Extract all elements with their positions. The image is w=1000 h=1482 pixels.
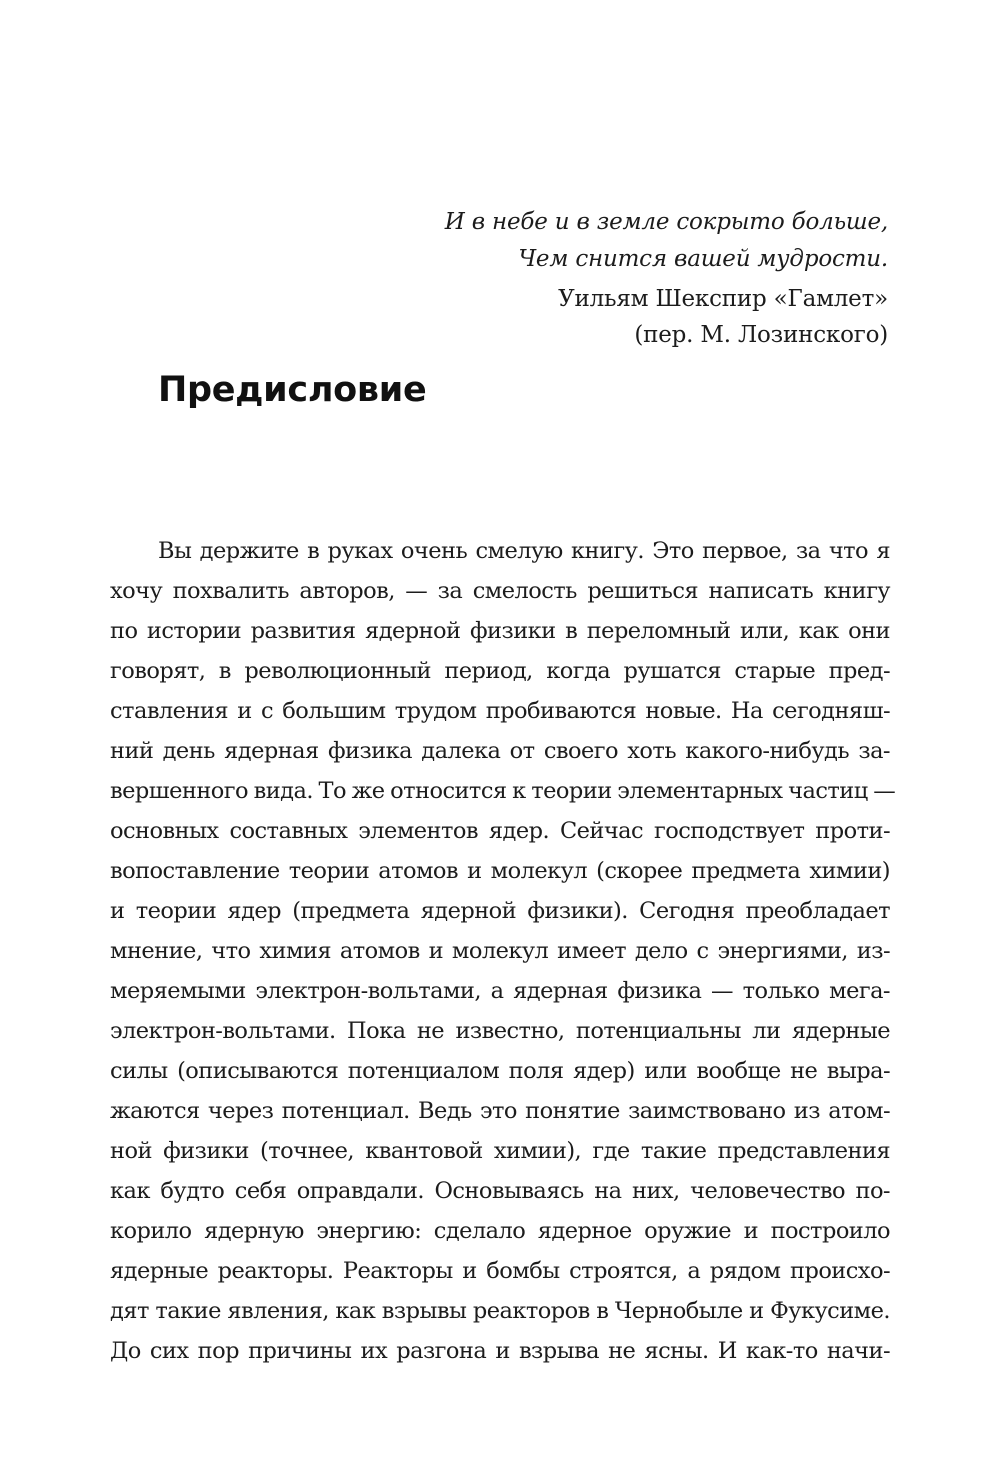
body-line: основных составных элементов ядер. Сейчас господствует проти-: [110, 818, 890, 844]
epigraph-attribution-line-1: Уильям Шекспир «Гамлет»: [558, 286, 888, 312]
body-line: корило ядерную энергию: сделало ядерное оружие и построило: [110, 1218, 890, 1244]
body-line: по истории развития ядерной физики в переломный или, как они: [110, 618, 890, 644]
body-line: ядерные реакторы. Реакторы и бомбы строятся, а рядом происхо-: [110, 1258, 890, 1284]
epigraph-attribution-line-2: (пер. М. Лозинского): [634, 322, 888, 348]
body-line: ной физики (точнее, квантовой химии), где такие представления: [110, 1138, 890, 1164]
body-line: ставления и с большим трудом пробиваются новые. На сегодняш-: [110, 698, 890, 724]
body-line: силы (описываются потенциалом поля ядер) или вообще не выра-: [110, 1058, 890, 1084]
body-line: мнение, что химия атомов и молекул имеет дело с энергиями, из-: [110, 938, 890, 964]
body-line: жаются через потенциал. Ведь это понятие заимствовано из атом-: [110, 1098, 890, 1124]
body-paragraph: [110, 531, 896, 1371]
body-line: вершенного вида. То же относится к теории элементарных частиц —: [110, 778, 896, 804]
chapter-heading: Предисловие: [158, 370, 427, 410]
body-line: электрон-вольтами. Пока не известно, потенциальны ли ядерные: [110, 1018, 890, 1044]
body-line: ний день ядерная физика далека от своего хоть какого-нибудь за-: [110, 738, 890, 764]
body-line: и теории ядер (предмета ядерной физики). Сегодня преобладает: [110, 898, 890, 924]
body-line: говорят, в революционный период, когда рушатся старые пред-: [110, 658, 890, 684]
epigraph-quote-line-2: Чем снится вашей мудрости.: [518, 246, 888, 272]
epigraph-quote-line-1: И в небе и в земле сокрыто больше,: [444, 209, 888, 235]
body-line: До сих пор причины их разгона и взрыва не ясны. И как-то начи-: [110, 1338, 890, 1364]
epigraph: [328, 204, 888, 353]
body-line: вопоставление теории атомов и молекул (скорее предмета химии): [110, 858, 890, 884]
body-line: как будто себя оправдали. Основываясь на них, человечество по-: [110, 1178, 890, 1204]
body-line: меряемыми электрон-вольтами, а ядерная физика — только мега-: [110, 978, 890, 1004]
body-line: дят такие явления, как взрывы реакторов в Чернобыле и Фукусиме.: [110, 1298, 890, 1324]
body-line: хочу похвалить авторов, — за смелость решиться написать книгу: [110, 578, 890, 604]
body-line: Вы держите в руках очень смелую книгу. Это первое, за что я: [158, 538, 890, 564]
